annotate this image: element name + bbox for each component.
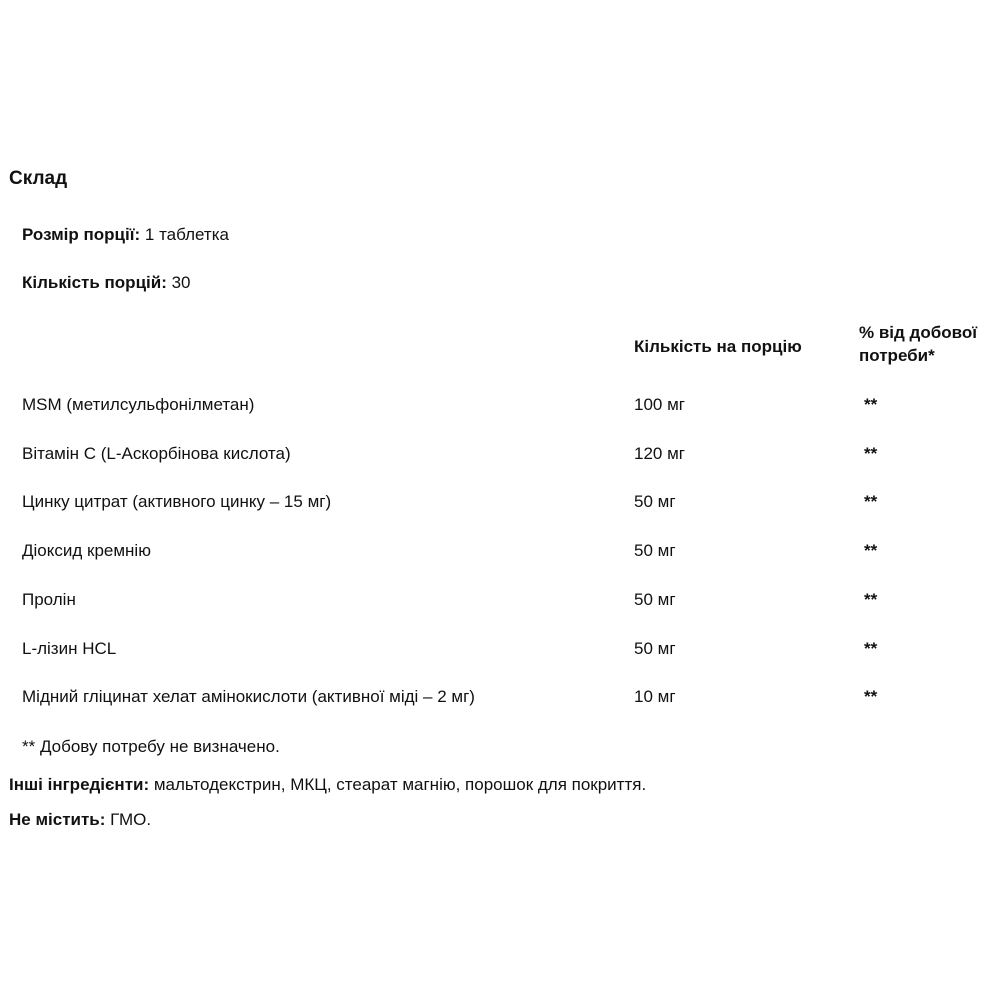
ingredient-name: L-лізин HCL	[22, 639, 117, 658]
does-not-contain-label: Не містить:	[9, 810, 106, 829]
ingredient-amount: 50 мг	[634, 590, 676, 609]
table-row	[0, 590, 1000, 620]
ingredient-amount: 120 мг	[634, 444, 685, 463]
page-title: Склад	[9, 168, 68, 189]
servings-count-label: Кількість порцій:	[22, 273, 167, 292]
ingredient-daily-value: **	[864, 444, 878, 463]
other-ingredients-label: Інші інгредієнти:	[9, 775, 150, 794]
ingredient-name: Пролін	[22, 590, 76, 609]
ingredient-daily-value: **	[864, 590, 878, 609]
table-row	[0, 639, 1000, 669]
other-ingredients	[9, 775, 646, 795]
does-not-contain-value: ГМО.	[105, 810, 152, 829]
ingredient-daily-value: **	[864, 687, 878, 706]
ingredient-name: Мідний гліцинат хелат амінокислоти (активної міді – 2 мг)	[22, 687, 475, 706]
ingredient-daily-value: **	[864, 639, 878, 658]
servings-count	[22, 273, 191, 293]
ingredient-amount: 50 мг	[634, 541, 676, 560]
ingredient-name: Вітамін С (L-Аскорбінова кислота)	[22, 444, 291, 463]
table-row	[0, 687, 1000, 717]
servings-count-value: 30	[166, 273, 191, 292]
ingredient-daily-value: **	[864, 492, 878, 511]
table-row	[0, 541, 1000, 571]
footnote: ** Добову потребу не визначено.	[22, 737, 280, 756]
table-row	[0, 395, 1000, 425]
column-header-daily-value: % від добової потреби*	[859, 323, 977, 365]
table-row	[0, 444, 1000, 474]
ingredient-daily-value: **	[864, 395, 878, 414]
ingredient-daily-value: **	[864, 541, 878, 560]
table-row	[0, 492, 1000, 522]
ingredient-name: Діоксид кремнію	[22, 541, 151, 560]
ingredient-name: MSM (метилсульфонілметан)	[22, 395, 255, 414]
ingredient-amount: 50 мг	[634, 639, 676, 658]
serving-size-value: 1 таблетка	[140, 225, 229, 244]
serving-size-label: Розмір порції:	[22, 225, 141, 244]
other-ingredients-value: мальтодекстрин, МКЦ, стеарат магнію, порошок для покриття.	[149, 775, 647, 794]
ingredient-amount: 100 мг	[634, 395, 685, 414]
ingredient-amount: 10 мг	[634, 687, 676, 706]
serving-size	[22, 225, 229, 245]
does-not-contain	[9, 810, 151, 830]
ingredient-amount: 50 мг	[634, 492, 676, 511]
ingredient-name: Цинку цитрат (активного цинку – 15 мг)	[22, 492, 332, 511]
column-header-amount: Кількість на порцію	[634, 337, 802, 356]
